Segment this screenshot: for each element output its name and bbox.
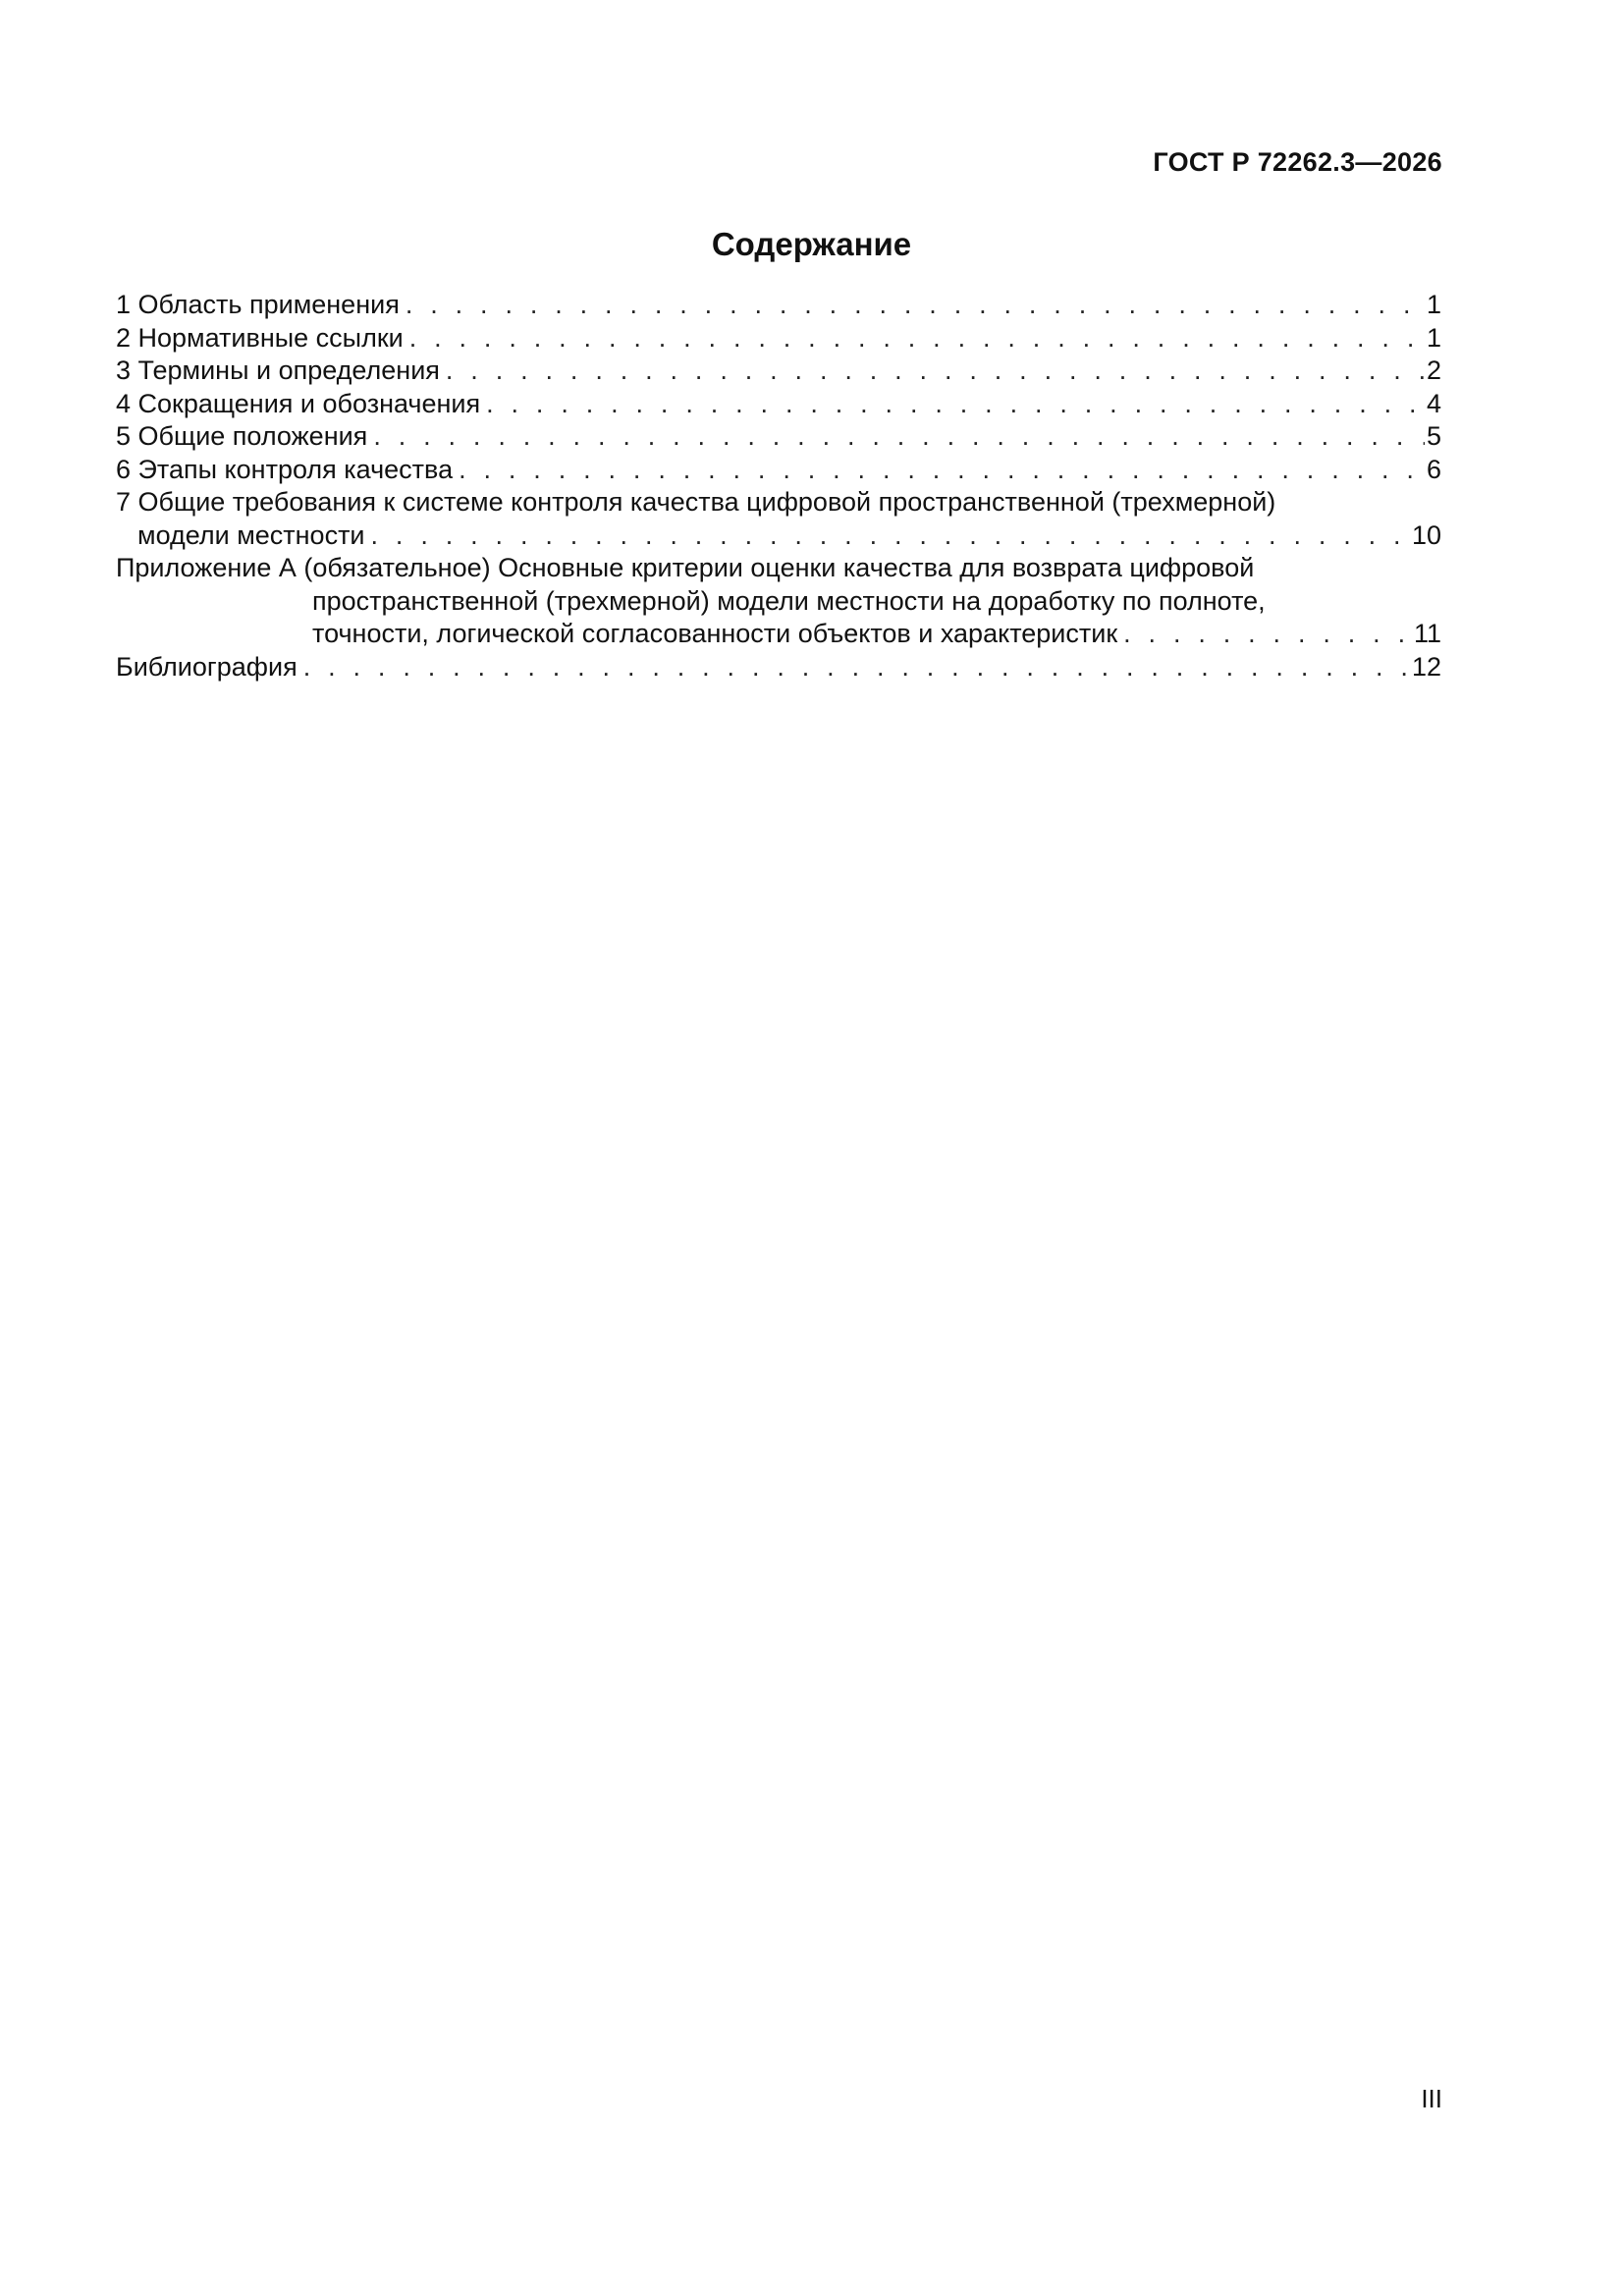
toc-dot-leader bbox=[446, 355, 1425, 388]
toc-leader-line bbox=[116, 454, 1441, 487]
toc-leader-line bbox=[116, 651, 1441, 684]
toc-entry-text: Библиография bbox=[116, 651, 298, 682]
toc-entry-1[interactable] bbox=[116, 289, 1441, 322]
toc-page-number: 12 bbox=[1411, 651, 1441, 682]
toc-dot-leader bbox=[373, 420, 1425, 454]
toc-entry-text-continued: точности, логической согласованности объектов и характеристик bbox=[312, 619, 1118, 648]
toc-dot-leader bbox=[406, 289, 1425, 322]
toc-title: Содержание bbox=[711, 226, 912, 262]
toc-entry-text: 1 Область применения bbox=[116, 290, 400, 319]
toc-leader-line bbox=[116, 388, 1441, 421]
toc-entry-bibliography[interactable] bbox=[116, 651, 1441, 684]
page-number: III bbox=[1421, 2084, 1442, 2113]
toc-entry-2[interactable] bbox=[116, 322, 1441, 355]
toc-entry-6[interactable] bbox=[116, 454, 1441, 487]
toc-entry-5[interactable] bbox=[116, 420, 1441, 454]
toc-entry-text: 7 Общие требования к системе контроля качества цифровой пространственной (трехмерной) bbox=[116, 487, 1276, 517]
toc-dot-leader bbox=[409, 322, 1425, 355]
table-of-contents bbox=[116, 289, 1441, 683]
toc-dot-leader bbox=[1123, 618, 1412, 651]
toc-entry-text: 3 Термины и определения bbox=[116, 355, 440, 385]
toc-entry-text: 5 Общие положения bbox=[116, 421, 368, 451]
toc-dot-leader bbox=[486, 388, 1425, 421]
toc-dot-leader bbox=[371, 519, 1410, 553]
toc-page-number: 1 bbox=[1426, 290, 1441, 319]
toc-entry-text: 6 Этапы контроля качества bbox=[116, 454, 454, 484]
toc-leader-line bbox=[116, 519, 1441, 553]
toc-page-number: 10 bbox=[1411, 519, 1441, 550]
toc-entry-text: Приложение А (обязательное) Основные критерии оценки качества для возврата цифровой bbox=[116, 553, 1255, 582]
toc-entry-text-continued: пространственной (трехмерной) модели местности на доработку по полноте, bbox=[312, 585, 1266, 616]
toc-page-number: 5 bbox=[1426, 421, 1441, 451]
toc-leader-line bbox=[116, 618, 1441, 651]
toc-dot-leader bbox=[459, 454, 1425, 487]
standard-number: ГОСТ Р 72262.3—2026 bbox=[1153, 147, 1442, 177]
toc-entry-text-continued: модели местности bbox=[137, 519, 365, 550]
toc-page-number: 6 bbox=[1426, 454, 1441, 484]
toc-entry-4[interactable] bbox=[116, 388, 1441, 421]
toc-entry-text: 4 Сокращения и обозначения bbox=[116, 388, 481, 418]
toc-entry-7[interactable] bbox=[116, 486, 1441, 552]
toc-dot-leader bbox=[303, 651, 1410, 684]
toc-page-number: 4 bbox=[1426, 388, 1441, 418]
toc-page-number: 11 bbox=[1413, 619, 1441, 648]
toc-page-number: 1 bbox=[1426, 322, 1441, 353]
toc-leader-line bbox=[116, 289, 1441, 322]
toc-entry-3[interactable] bbox=[116, 355, 1441, 388]
toc-leader-line bbox=[116, 420, 1441, 454]
toc-leader-line bbox=[116, 322, 1441, 355]
toc-entry-appendix-a[interactable] bbox=[116, 552, 1441, 651]
toc-leader-line bbox=[116, 355, 1441, 388]
toc-page-number: 2 bbox=[1426, 355, 1441, 385]
toc-entry-text: 2 Нормативные ссылки bbox=[116, 322, 404, 353]
